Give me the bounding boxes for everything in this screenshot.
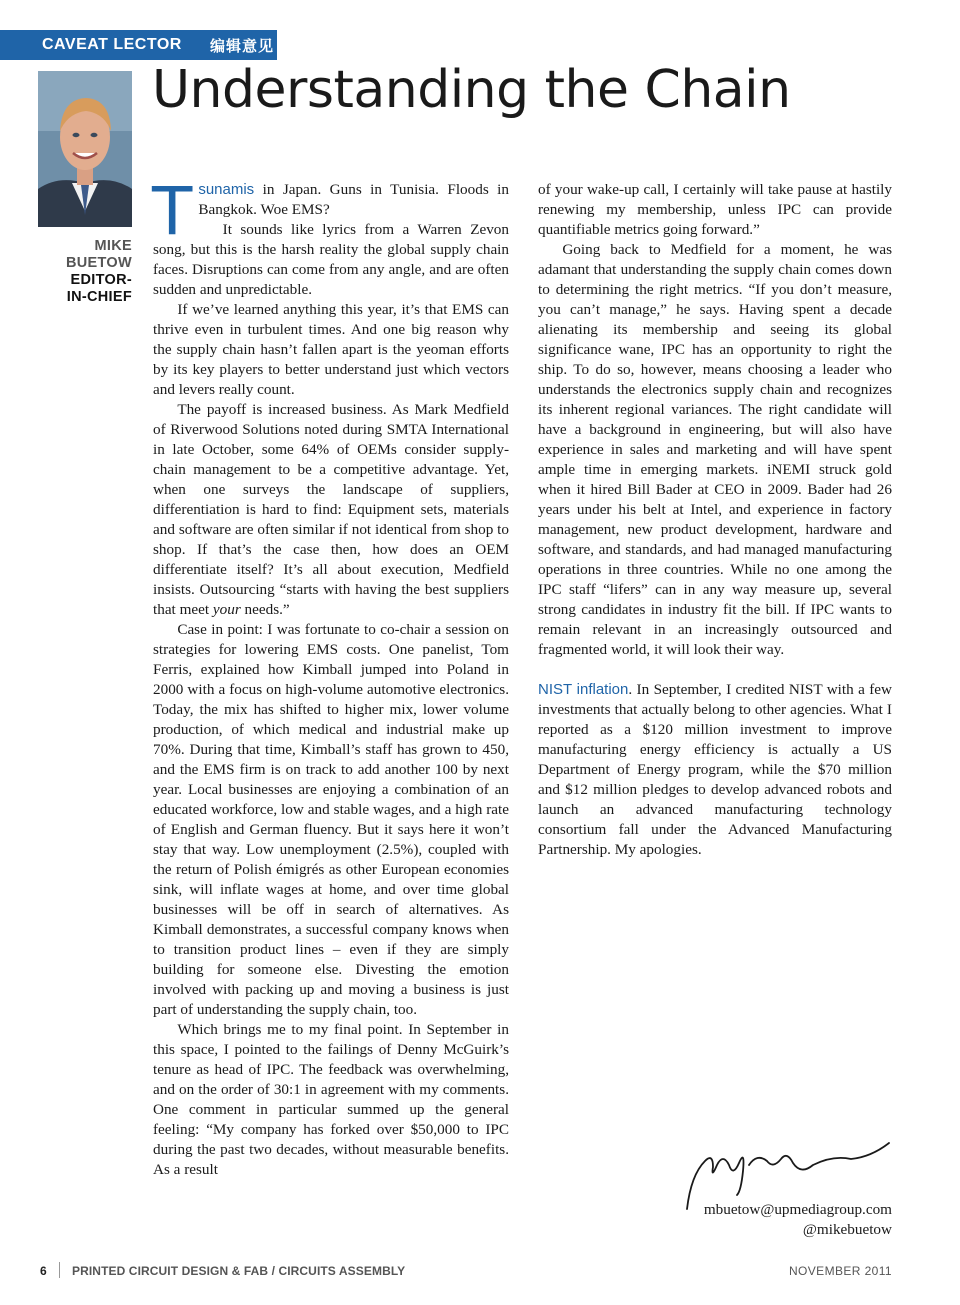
issue-date: NOVEMBER 2011 — [788, 1264, 892, 1278]
section-label-chinese: 编辑意见 — [210, 38, 275, 55]
page-number: 6 — [40, 1264, 47, 1278]
author-twitter: @mikebuetow — [802, 1221, 892, 1238]
lead-in: sunamis — [198, 181, 255, 198]
footer-divider — [59, 1262, 60, 1278]
article-paragraph: Which brings me to my final point. In September in this space, I pointed to the failings of Denny McGuirk’s tenure as head of IPC. The feedback was overwhelming, and on the order of 30:1 in agreement with my comments. One comment in particular summed up the general feeling: “My company has forked over $50,000 to IPC during the past two decades, without measurable benefits. As a result — [153, 1021, 509, 1178]
subhead: NIST inflation — [538, 681, 629, 698]
author-role-line2: IN-CHIEF — [66, 289, 132, 305]
paragraph-text: . In September, I credited NIST with a few investments that actually belong to other agencies. What I reported as a $120 million investment to improve manufacturing energy efficiency is actually a US Department of Energy program, while the $70 million and $12 million pledges to develop advanced robots and launch an advanced manufacturing technology consortium fall under the Advanced Manufacturing Partnership. My apologies. — [538, 681, 893, 858]
paragraph-text: needs.” — [240, 601, 290, 618]
article-paragraph: Case in point: I was fortunate to co-chair a session on strategies for lowering EMS costs. One panelist, Tom Ferris, explained how Kimball jumped into Poland in 2000 with a focus on high-volume automotive electronics. Today, the mix has shifted to higher mix, lower volume production, of which medical and industrial make up 70%. During that time, Kimball’s staff has grown to 450, and the EMS firm is on track to add another 100 by next year. Local businesses are enjoying a combination of an educated workforce, low and stable wages, and a high rate of English and German fluency. But it says here it won’t stay that way. Low unemployment (2.5%), coupled with the return of Polish émigrés as other European economies sink, will inflate wages at home, and over time global businesses will be off in search of alternatives. As Kimball demonstrates, a successful company knows when to transition product lines – even if they are simply building for someone else. Divesting the emotion involved with packing up and moving a business is just part of understanding the supply chain, too. — [153, 621, 509, 1018]
author-last-name: BUETOW — [66, 255, 132, 271]
author-photo — [38, 71, 132, 227]
article-paragraph — [152, 173, 509, 250]
article-column-right — [538, 180, 892, 860]
author-role-line1: EDITOR- — [70, 272, 132, 288]
author-email: mbuetow@upmediagroup.com — [703, 1201, 892, 1218]
contact-info — [704, 1200, 892, 1240]
page-footer — [0, 1262, 960, 1282]
paragraph-text: The payoff is increased business. As Mark Medfield of Riverwood Solutions noted during SMTA International in late October, some 64% of OEMs consider supply-chain management to be a competitive advantage. Yet, when one surveys the landscape of suppliers, differentiation is hard to find: Equipment sets, materials and software are often similar if not identical from shop to shop. If that’s the case then, how does an OEM differentiate itself? It’s all about execution, Medfield insists. Outsourcing “starts with having the best suppliers that meet — [153, 401, 509, 618]
article-paragraph — [538, 680, 892, 860]
drop-cap: T — [152, 173, 193, 250]
publication-name: PRINTED CIRCUIT DESIGN & FAB / CIRCUITS ASSEMBLY — [72, 1264, 406, 1278]
article-paragraph: Going back to Medfield for a moment, he was adamant that understanding the supply chain comes down to determining the right metrics. “If you don’t measure, you can’t manage,” he says. Having spent a decade alienating its membership and seeing its global significance wane, IPC has an opportunity to right the ship. To do so, however, means choosing a leader who understands the electronics supply chain and recognizes its inherent regional variances. The right candidate will have a background in engineering, but will also have experience in sales and marketing and will have spent ample time in emerging markets. iNEMI struck gold when it hired Bill Bader at CEO in 2009. Bader had 26 years under his belt at Intel, and experience in factory management, new product development, hardware and software, and standards, and had managed manufacturing operations in three countries. While no one among the IPC staff “lifers” can in any way measure up, several strong candidates in industry fit the bill. If IPC wants to remain relevant in an increasingly outsourced and fragmented world, it will look their way. — [538, 241, 892, 658]
article-paragraph — [153, 400, 509, 620]
article-paragraph: of your wake-up call, I certainly will take pause at hastily renewing my membership, unless IPC can provide quantifiable metrics going forward.” — [538, 181, 892, 238]
section-label: CAVEAT LECTOR — [42, 36, 182, 53]
emphasis-text: your — [212, 601, 241, 618]
article-column-left — [152, 173, 509, 1180]
author-byline — [40, 238, 132, 306]
article-paragraph: If we’ve learned anything this year, it’s that EMS can thrive even in turbulent times. And one big reason why the supply chain hasn’t fallen apart is the yeoman efforts by its key players to better understand just which vectors and levers really count. — [153, 301, 509, 398]
paragraph-text: in Japan. Guns in Tunisia. Floods in Bangkok. Woe EMS? — [198, 181, 509, 218]
section-banner — [0, 30, 277, 60]
article-title: Understanding the Chain — [152, 60, 791, 120]
article-paragraph: It sounds like lyrics from a Warren Zevon song, but this is the harsh reality the global supply chain faces. Disruptions can come from any angle, and are often sudden and unpredictable. — [153, 221, 509, 298]
author-first-name: MIKE — [94, 238, 132, 254]
